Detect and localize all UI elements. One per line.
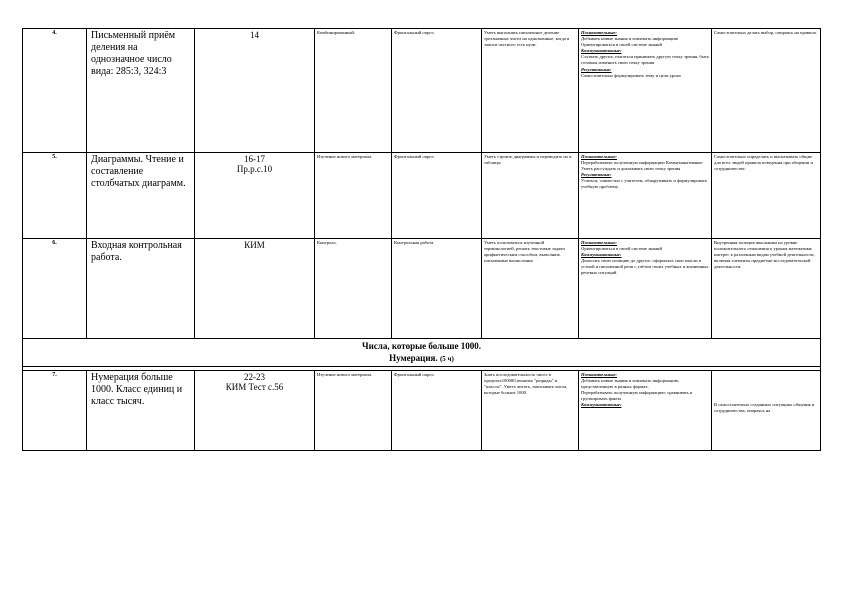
row-number-cell: [23, 239, 87, 339]
section-subtitle-line: [25, 352, 818, 365]
subject-results: Уметь выполнять письменное деление трехзначных чисел на однозначные, когда в записи частного есть нули.: [484, 30, 570, 48]
table-row: [23, 153, 821, 239]
meta-heading: Познавательные:: [581, 372, 617, 377]
lesson-type-cell: [315, 153, 392, 239]
personal-results-cell: [712, 29, 821, 153]
control-cell: [392, 153, 482, 239]
row-number: 7.: [52, 372, 57, 378]
section-hours: (5 ч): [439, 355, 454, 363]
row-number-cell: [23, 371, 87, 451]
pages-cell: [195, 239, 315, 339]
lesson-type: Изучение нового материала.: [317, 372, 373, 377]
lesson-type: Контроль.: [317, 240, 337, 245]
control-cell: [392, 29, 482, 153]
row-number: 6.: [52, 240, 57, 246]
table-row: [23, 239, 821, 339]
subject-results-cell: [482, 371, 579, 451]
subject-results: Уметь пользоваться изученной терминологией, решать текстовые задачи арифметическим способом, выполнять письменные вычисления: [484, 240, 565, 264]
row-number-cell: [23, 153, 87, 239]
row-number: 5.: [52, 154, 57, 160]
personal-results: В самостоятельно созданных ситуациях общения и сотрудничества, опираясь на: [714, 402, 815, 414]
row-number-cell: [23, 29, 87, 153]
lesson-topic: Входная контрольная работа.: [91, 240, 182, 263]
page-reference: КИМ: [244, 240, 265, 250]
personal-results-cell: [712, 371, 821, 451]
meta-text: Добывать новые знания и извлекать информацию, представленную в разных формах.: [581, 378, 680, 390]
meta-heading: Коммуникативные:: [581, 402, 622, 408]
section-subtitle: Нумерация.: [389, 353, 438, 363]
meta-heading: Коммуникативные:: [581, 252, 622, 258]
control-form: Контрольная работа.: [394, 240, 435, 245]
lesson-type: Изучение нового материала.: [317, 154, 373, 159]
subject-results-cell: [482, 153, 579, 239]
meta-text: Учиться, совместно с учителем, обнаруживать и формулировать учебную проблему.: [581, 178, 707, 190]
lesson-topic: Нумерация больше 1000. Класс единиц и класс тысяч.: [91, 372, 183, 407]
lesson-plan-table: [22, 28, 821, 451]
section-header-row: [23, 339, 821, 367]
meta-text: Добывать новые знания и извлекать информацию: [581, 36, 679, 42]
page-reference: 16-17: [244, 154, 265, 164]
subject-results: Знать последовательность чисел в пределах100000,понятия "разряды" и "классы". Уметь читать, записывать числа, которые больше 1000.: [484, 372, 568, 396]
meta-text: Самостоятельно формулировать тему и цели урока: [581, 72, 681, 78]
meta-results-cell: [579, 29, 712, 153]
lesson-type-cell: [315, 29, 392, 153]
personal-results: Внутренняя позиция школьника на уровне положительного отношения к урокам математики; интерес к различным видам учебной деятельности, включая элементы предметно-исследовательской деятельности.: [714, 240, 815, 270]
lesson-topic: Письменный приём деления на однозначное число вида: 285:3, 324:3: [91, 30, 176, 77]
pages-cell: [195, 29, 315, 153]
topic-cell: [87, 239, 195, 339]
topic-cell: [87, 153, 195, 239]
meta-text: Ориентироваться в своей системе знаний: [581, 42, 662, 48]
meta-results-cell: [579, 153, 712, 239]
section-title: Числа, которые больше 1000.: [361, 341, 482, 351]
topic-cell: [87, 29, 195, 153]
table-row: [23, 371, 821, 451]
meta-results-cell: [579, 371, 712, 451]
meta-heading: Познавательные:: [581, 30, 617, 35]
meta-text: Перерабатывать полученную информацию Коммуникативные:: [581, 160, 704, 166]
meta-heading: Коммуникативные:: [581, 48, 622, 54]
lesson-type-cell: [315, 371, 392, 451]
page-reference: 22-23: [244, 372, 265, 382]
personal-results: Самостоятельно делать выбор, опираясь на правила.: [714, 30, 817, 35]
control-form: Фронтальный опрос.: [394, 372, 436, 377]
pages-cell: [195, 371, 315, 451]
meta-text: Перерабатывать полученную информацию: сравнивать и группировать факты: [581, 390, 693, 402]
subject-results-cell: [482, 239, 579, 339]
meta-text: Ориентироваться в своей системе знаний: [581, 246, 662, 252]
personal-results-cell: [712, 239, 821, 339]
row-number: 4.: [52, 30, 57, 36]
personal-results-cell: [712, 153, 821, 239]
page-reference: КИМ Тест с.56: [225, 382, 284, 392]
meta-text: Уметь рассуждать и доказывать свою точку зрения: [581, 166, 681, 172]
meta-heading: Познавательные:: [581, 240, 617, 245]
control-cell: [392, 239, 482, 339]
control-form: Фронтальный опрос.: [394, 30, 436, 35]
page-reference: 14: [250, 30, 259, 40]
topic-cell: [87, 371, 195, 451]
meta-heading: Познавательные:: [581, 154, 617, 159]
page-reference: Пр.р.с.10: [236, 164, 273, 174]
pages-cell: [195, 153, 315, 239]
meta-heading: Регулятивные:: [581, 66, 612, 72]
meta-heading: Регулятивные:: [581, 172, 612, 178]
lesson-topic: Диаграммы. Чтение и составление столбчатых диаграмм.: [91, 154, 186, 189]
meta-text: Слушать других, пытаться принимать другую точку зрения, быть готовым изменить свою точку зрения: [581, 54, 709, 66]
meta-text: Доносить свою позицию до других: оформлять свои мысли в устной и письменной речи с учётом своих учебных и жизненных речевых ситуаций.: [581, 258, 709, 276]
lesson-type-cell: [315, 239, 392, 339]
subject-results-cell: [482, 29, 579, 153]
subject-results: Уметь строить диаграммы и переводить их в таблицы: [484, 154, 572, 166]
table-row: [23, 29, 821, 153]
lesson-type: Комбинированный.: [317, 30, 356, 35]
personal-results: Самостоятельно определять и высказывать общие для всех людей правила поведения при общении и сотрудничестве.: [714, 154, 813, 172]
control-form: Фронтальный опрос.: [394, 154, 436, 159]
control-cell: [392, 371, 482, 451]
meta-results-cell: [579, 239, 712, 339]
section-header-cell: [23, 339, 821, 367]
